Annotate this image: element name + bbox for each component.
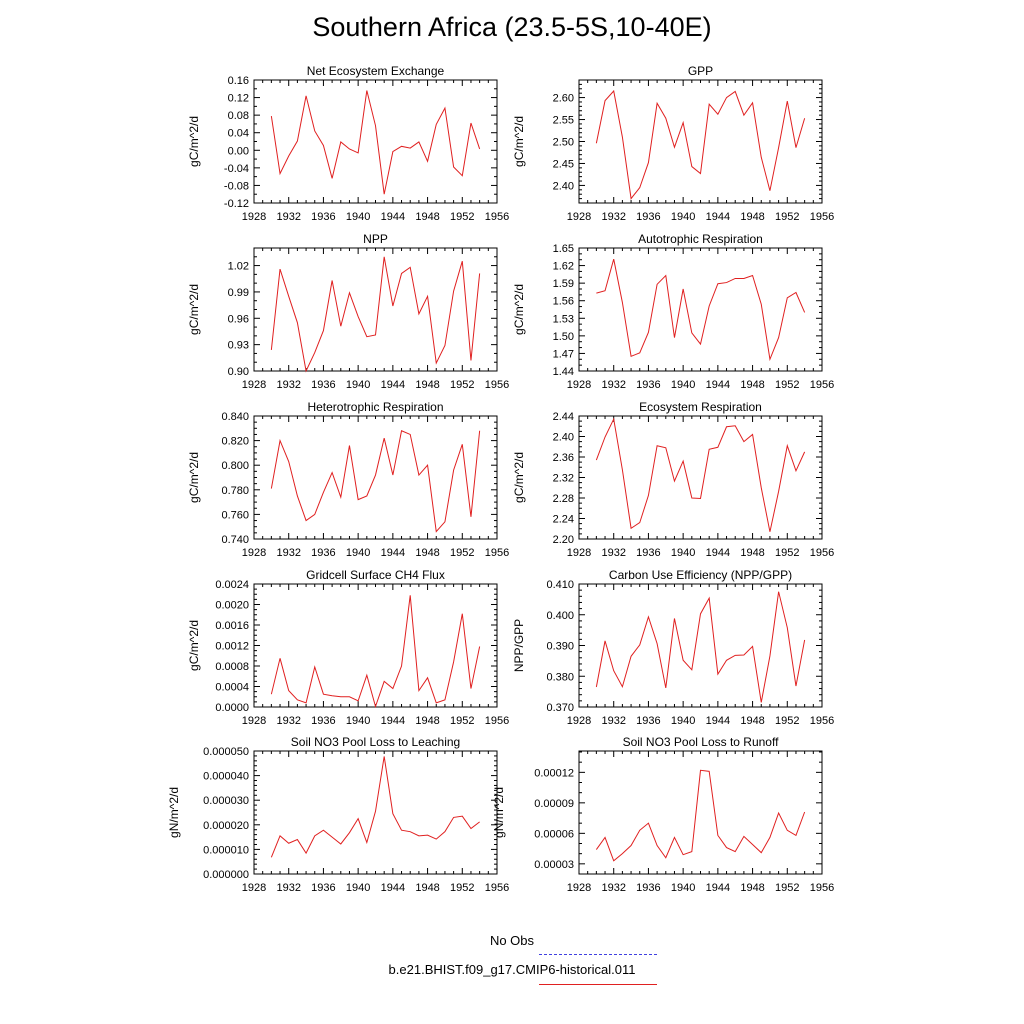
panel-title: Autotrophic Respiration xyxy=(638,232,763,246)
x-tick-label: 1928 xyxy=(241,547,267,559)
panel-title: Gridcell Surface CH4 Flux xyxy=(306,568,445,582)
x-tick-label: 1944 xyxy=(705,882,731,894)
x-tick-label: 1956 xyxy=(809,715,835,727)
y-tick-label: 1.65 xyxy=(552,243,574,255)
y-tick-label: 2.24 xyxy=(552,513,574,526)
x-tick-label: 1956 xyxy=(484,882,510,894)
y-tick-label: 0.800 xyxy=(221,460,249,473)
y-tick-label: 2.32 xyxy=(552,472,574,485)
y-tick-label: 0.840 xyxy=(221,411,249,423)
x-tick-label: 1928 xyxy=(241,882,267,894)
y-tick-label: 0.000010 xyxy=(203,844,249,857)
x-tick-label: 1948 xyxy=(415,547,440,559)
y-tick-label: 1.47 xyxy=(552,348,574,361)
plot-frame xyxy=(579,416,822,539)
y-tick-label: 0.93 xyxy=(227,339,249,352)
y-tick-label: 0.780 xyxy=(221,484,249,497)
y-axis-label: gC/m^2/d xyxy=(187,284,201,335)
y-axis-label: gC/m^2/d xyxy=(512,284,526,335)
y-tick-label: 1.44 xyxy=(552,366,574,378)
series-line xyxy=(596,419,804,532)
x-tick-label: 1940 xyxy=(670,379,696,391)
x-tick-label: 1956 xyxy=(484,715,510,727)
x-tick-label: 1952 xyxy=(450,882,475,894)
y-axis-label: NPP/GPP xyxy=(512,618,526,673)
x-tick-label: 1956 xyxy=(484,379,510,391)
y-tick-label: 0.000020 xyxy=(203,819,249,832)
x-tick-label: 1932 xyxy=(276,715,301,727)
x-tick-label: 1940 xyxy=(670,211,696,223)
y-tick-label: 2.40 xyxy=(552,180,574,193)
legend-label-run: b.e21.BHIST.f09_g17.CMIP6-historical.011 xyxy=(388,962,636,977)
x-tick-label: 1936 xyxy=(311,882,336,894)
x-tick-label: 1932 xyxy=(601,547,626,559)
panel-1 xyxy=(187,64,509,223)
panel-title: GPP xyxy=(687,64,714,78)
page-title: Southern Africa (23.5-5S,10-40E) xyxy=(312,12,712,42)
x-tick-label: 1936 xyxy=(311,547,336,559)
x-tick-label: 1944 xyxy=(380,882,406,894)
x-tick-label: 1932 xyxy=(276,379,301,391)
plot-frame xyxy=(254,80,497,203)
y-tick-label: 0.410 xyxy=(546,579,574,591)
y-tick-label: 0.99 xyxy=(227,286,249,299)
x-tick-label: 1936 xyxy=(636,882,661,894)
plot-frame xyxy=(254,416,497,539)
y-tick-label: 0.0012 xyxy=(215,640,249,653)
panel-9 xyxy=(167,735,509,894)
x-tick-label: 1952 xyxy=(775,547,800,559)
x-tick-label: 1952 xyxy=(450,715,475,727)
x-tick-label: 1948 xyxy=(415,211,440,223)
y-axis-label: gC/m^2/d xyxy=(187,116,201,167)
series-line xyxy=(596,259,804,359)
panel-6 xyxy=(512,400,834,559)
x-tick-label: 1944 xyxy=(380,379,406,391)
y-tick-label: 0.000000 xyxy=(203,869,249,881)
y-axis-label: gC/m^2/d xyxy=(512,452,526,503)
series-line xyxy=(271,257,479,371)
x-tick-label: 1944 xyxy=(380,211,406,223)
y-tick-label: 2.50 xyxy=(552,136,574,149)
plot-frame xyxy=(579,751,822,874)
panel-title: NPP xyxy=(363,232,388,246)
series-line xyxy=(271,91,479,195)
x-tick-label: 1932 xyxy=(601,715,626,727)
x-tick-label: 1936 xyxy=(311,379,336,391)
x-tick-label: 1928 xyxy=(566,882,592,894)
y-axis-label: gN/m^2/d xyxy=(167,787,181,838)
x-tick-label: 1936 xyxy=(636,547,661,559)
x-tick-label: 1928 xyxy=(566,547,592,559)
y-tick-label: 1.56 xyxy=(552,295,574,308)
y-tick-label: 0.16 xyxy=(227,75,249,87)
series-line xyxy=(596,592,804,703)
y-tick-label: 0.370 xyxy=(546,702,574,714)
legend-line-no-obs xyxy=(539,954,657,955)
y-tick-label: 0.000040 xyxy=(203,770,249,783)
y-tick-label: 0.000030 xyxy=(203,795,249,808)
x-tick-label: 1944 xyxy=(380,547,406,559)
y-tick-label: 0.04 xyxy=(227,127,249,140)
y-tick-label: 2.44 xyxy=(552,411,574,423)
series-line xyxy=(271,756,479,857)
y-tick-label: 0.00003 xyxy=(534,858,574,871)
y-tick-label: 0.96 xyxy=(227,313,249,326)
x-tick-label: 1940 xyxy=(345,211,371,223)
x-tick-label: 1936 xyxy=(636,379,661,391)
y-axis-label: gC/m^2/d xyxy=(187,452,201,503)
panel-title: Heterotrophic Respiration xyxy=(307,400,444,414)
y-axis-label: gN/m^2/d xyxy=(492,787,506,838)
x-tick-label: 1928 xyxy=(566,379,592,391)
y-tick-label: 0.00012 xyxy=(534,767,574,780)
panel-title: Carbon Use Efficiency (NPP/GPP) xyxy=(608,568,793,582)
panel-8 xyxy=(512,568,834,727)
x-tick-label: 1932 xyxy=(276,547,301,559)
series-line xyxy=(596,91,804,199)
panel-4 xyxy=(512,232,834,391)
x-tick-label: 1928 xyxy=(566,211,592,223)
plot-frame xyxy=(579,584,822,707)
x-tick-label: 1940 xyxy=(345,715,371,727)
y-tick-label: 1.59 xyxy=(552,278,574,291)
y-tick-label: 0.08 xyxy=(227,110,249,123)
x-tick-label: 1952 xyxy=(775,715,800,727)
panel-7 xyxy=(187,568,509,727)
y-tick-label: 2.20 xyxy=(552,534,574,546)
x-tick-label: 1956 xyxy=(809,379,835,391)
x-tick-label: 1956 xyxy=(484,211,510,223)
y-tick-label: 0.0020 xyxy=(215,599,249,612)
y-tick-label: 0.00006 xyxy=(534,828,574,841)
y-tick-label: 1.02 xyxy=(227,260,249,273)
x-tick-label: 1948 xyxy=(415,379,440,391)
y-tick-label: 0.760 xyxy=(221,509,249,522)
x-tick-label: 1928 xyxy=(566,715,592,727)
y-tick-label: 0.00009 xyxy=(534,797,574,810)
x-tick-label: 1936 xyxy=(311,715,336,727)
x-tick-label: 1940 xyxy=(670,547,696,559)
y-tick-label: 0.390 xyxy=(546,640,574,653)
y-tick-label: 1.62 xyxy=(552,260,574,273)
y-tick-label: 0.000050 xyxy=(203,746,249,758)
x-tick-label: 1932 xyxy=(601,882,626,894)
y-tick-label: 2.55 xyxy=(552,114,574,127)
x-tick-label: 1928 xyxy=(241,211,267,223)
x-tick-label: 1940 xyxy=(345,379,371,391)
y-tick-label: -0.08 xyxy=(223,180,249,193)
x-tick-label: 1940 xyxy=(670,715,696,727)
y-tick-label: 0.380 xyxy=(546,671,574,684)
x-tick-label: 1952 xyxy=(775,211,800,223)
x-tick-label: 1948 xyxy=(740,379,765,391)
y-tick-label: 0.0008 xyxy=(215,661,249,673)
x-tick-label: 1928 xyxy=(241,715,267,727)
x-tick-label: 1944 xyxy=(380,715,406,727)
x-tick-label: 1952 xyxy=(450,547,475,559)
y-tick-label: 0.0016 xyxy=(215,620,249,632)
y-tick-label: 2.45 xyxy=(552,158,574,171)
x-tick-label: 1944 xyxy=(705,547,731,559)
x-tick-label: 1948 xyxy=(415,882,440,894)
x-tick-label: 1948 xyxy=(740,547,765,559)
x-tick-label: 1952 xyxy=(775,379,800,391)
x-tick-label: 1956 xyxy=(809,882,835,894)
x-tick-label: 1944 xyxy=(705,379,731,391)
x-tick-label: 1956 xyxy=(484,547,510,559)
x-tick-label: 1936 xyxy=(636,211,661,223)
y-tick-label: 0.0000 xyxy=(215,702,249,714)
y-axis-label: gC/m^2/d xyxy=(512,116,526,167)
panel-3 xyxy=(187,232,509,391)
legend-line-run xyxy=(539,984,657,985)
x-tick-label: 1948 xyxy=(740,715,765,727)
y-tick-label: 0.00 xyxy=(227,145,249,158)
y-tick-label: 0.12 xyxy=(227,92,249,105)
panel-title: Soil NO3 Pool Loss to Runoff xyxy=(622,735,779,749)
x-tick-label: 1944 xyxy=(705,211,731,223)
x-tick-label: 1956 xyxy=(809,211,835,223)
x-tick-label: 1952 xyxy=(450,211,475,223)
panel-5 xyxy=(187,400,509,559)
y-tick-label: 2.36 xyxy=(552,452,574,464)
x-tick-label: 1928 xyxy=(241,379,267,391)
y-tick-label: 1.50 xyxy=(552,330,574,343)
series-line xyxy=(271,431,479,532)
panel-2 xyxy=(512,64,834,223)
y-tick-label: -0.04 xyxy=(223,162,249,175)
x-tick-label: 1948 xyxy=(740,882,765,894)
plot-frame xyxy=(254,584,497,707)
y-tick-label: 2.40 xyxy=(552,431,574,444)
x-tick-label: 1932 xyxy=(601,211,626,223)
y-tick-label: -0.12 xyxy=(223,198,249,210)
y-tick-label: 0.0004 xyxy=(215,681,249,694)
x-tick-label: 1956 xyxy=(809,547,835,559)
panel-title: Net Ecosystem Exchange xyxy=(306,64,445,78)
legend-label-no-obs: No Obs xyxy=(489,933,535,948)
panel-title: Ecosystem Respiration xyxy=(639,400,762,414)
x-tick-label: 1932 xyxy=(276,211,301,223)
y-tick-label: 0.0024 xyxy=(215,579,249,591)
y-axis-label: gC/m^2/d xyxy=(187,620,201,671)
x-tick-label: 1944 xyxy=(705,715,731,727)
x-tick-label: 1940 xyxy=(670,882,696,894)
x-tick-label: 1948 xyxy=(740,211,765,223)
x-tick-label: 1952 xyxy=(775,882,800,894)
panel-10 xyxy=(492,735,834,894)
x-tick-label: 1940 xyxy=(345,547,371,559)
x-tick-label: 1932 xyxy=(276,882,301,894)
y-tick-label: 0.90 xyxy=(227,366,249,378)
x-tick-label: 1936 xyxy=(311,211,336,223)
y-tick-label: 0.400 xyxy=(546,609,574,622)
y-tick-label: 2.28 xyxy=(552,493,574,505)
x-tick-label: 1940 xyxy=(345,882,371,894)
x-tick-label: 1932 xyxy=(601,379,626,391)
y-tick-label: 0.820 xyxy=(221,435,249,448)
y-tick-label: 1.53 xyxy=(552,313,574,326)
series-line xyxy=(271,595,479,706)
y-tick-label: 2.60 xyxy=(552,92,574,105)
x-tick-label: 1936 xyxy=(636,715,661,727)
x-tick-label: 1952 xyxy=(450,379,475,391)
y-tick-label: 0.740 xyxy=(221,534,249,546)
panel-title: Soil NO3 Pool Loss to Leaching xyxy=(290,735,461,749)
x-tick-label: 1948 xyxy=(415,715,440,727)
series-line xyxy=(596,770,804,860)
